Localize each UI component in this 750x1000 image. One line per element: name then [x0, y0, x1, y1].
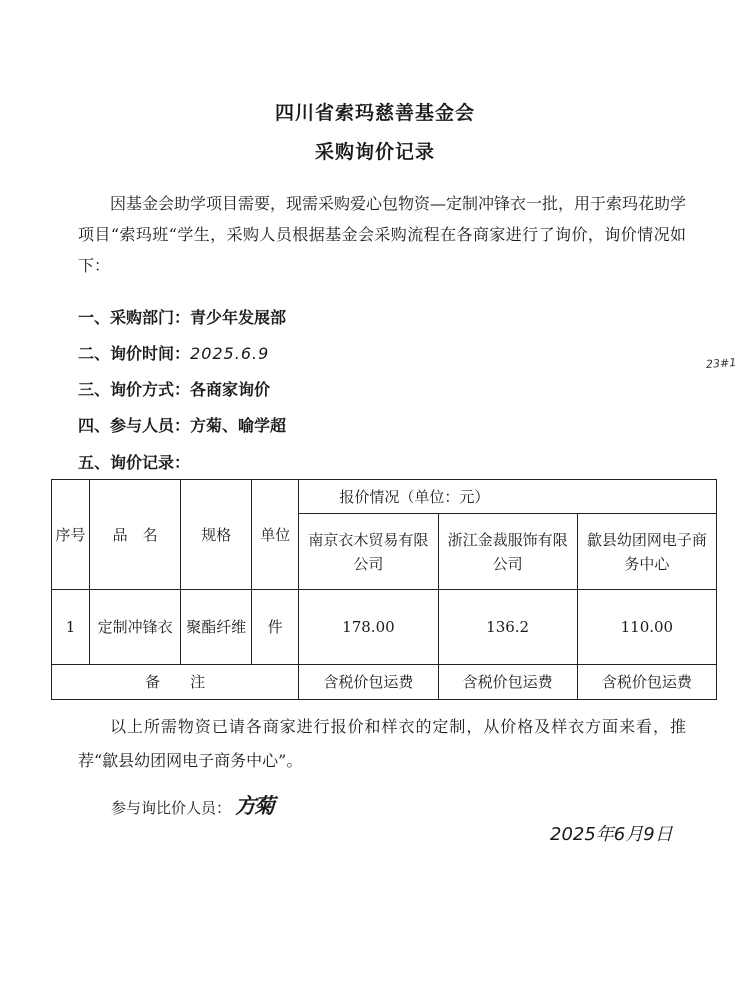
row-item-name: 定制冲锋衣 — [90, 590, 181, 665]
inquiry-time-line — [78, 341, 269, 364]
org-title: 四川省索玛慈善基金会 — [274, 102, 475, 124]
conclusion-paragraph: 以上所需物资已请各商家进行报价和样衣的定制，从价格及样衣方面来看，推荐“歙县幼团网电子商务中心”。 — [78, 717, 686, 770]
handwritten-signature: 方菊 — [235, 794, 274, 818]
margin-handwritten-note: 23#1 — [705, 355, 737, 372]
purchase-dept-label: 一、采购部门： — [78, 308, 191, 327]
row-price: 178.00 — [299, 590, 438, 665]
row-note: 含税价包运费 — [438, 665, 577, 700]
name-header: 品 名 — [90, 480, 181, 590]
vendor-name: 南京衣木贸易有限公司 — [299, 514, 438, 590]
row-price: 110.00 — [577, 590, 716, 665]
seq-header: 序号 — [52, 480, 90, 590]
row-note: 含税价包运费 — [299, 665, 438, 700]
quote-group-header: 报价情况（单位：元） — [299, 480, 717, 514]
inquiry-method-value: 各商家询价 — [190, 380, 271, 399]
vendor-name: 浙江金裁服饰有限公司 — [438, 514, 577, 590]
row-note: 含税价包运费 — [577, 665, 716, 700]
inquiry-method-line — [78, 377, 270, 400]
vendor-name: 歙县幼团网电子商务中心 — [577, 514, 716, 590]
purchase-dept-value: 青少年发展部 — [190, 308, 287, 327]
notes-label: 备 注 — [52, 665, 299, 700]
row-spec: 聚酯纤维 — [181, 590, 252, 665]
participants-value: 方菊、喻学超 — [190, 416, 287, 435]
notes-row — [52, 665, 717, 700]
document-title: 采购询价记录 — [314, 141, 435, 163]
quote-table — [51, 479, 717, 700]
handwritten-date: 2025年6月9日 — [550, 824, 673, 845]
unit-header: 单位 — [252, 480, 299, 590]
row-seq: 1 — [52, 590, 90, 665]
inquiry-time-handwritten: 2025.6.9 — [190, 344, 270, 363]
spec-header: 规格 — [181, 480, 252, 590]
intro-paragraph: 因基金会助学项目需要，现需采购爱心包物资—定制冲锋衣一批，用于索玛花助学项目“索玛班“学生，采购人员根据基金会采购流程在各商家进行了询价，询价情况如下： — [78, 194, 687, 275]
signature-label: 参与询比价人员： — [111, 799, 232, 817]
participants-line — [78, 413, 286, 436]
signature-line — [111, 790, 273, 820]
table-row — [52, 590, 717, 665]
inquiry-method-label: 三、询价方式： — [78, 380, 191, 399]
row-unit: 件 — [252, 590, 299, 665]
inquiry-time-label: 二、询价时间： — [78, 344, 191, 363]
participants-label: 四、参与人员： — [78, 416, 191, 435]
row-price: 136.2 — [438, 590, 577, 665]
inquiry-record-heading: 五、询价记录： — [78, 453, 191, 472]
purchase-dept-line — [78, 305, 286, 328]
